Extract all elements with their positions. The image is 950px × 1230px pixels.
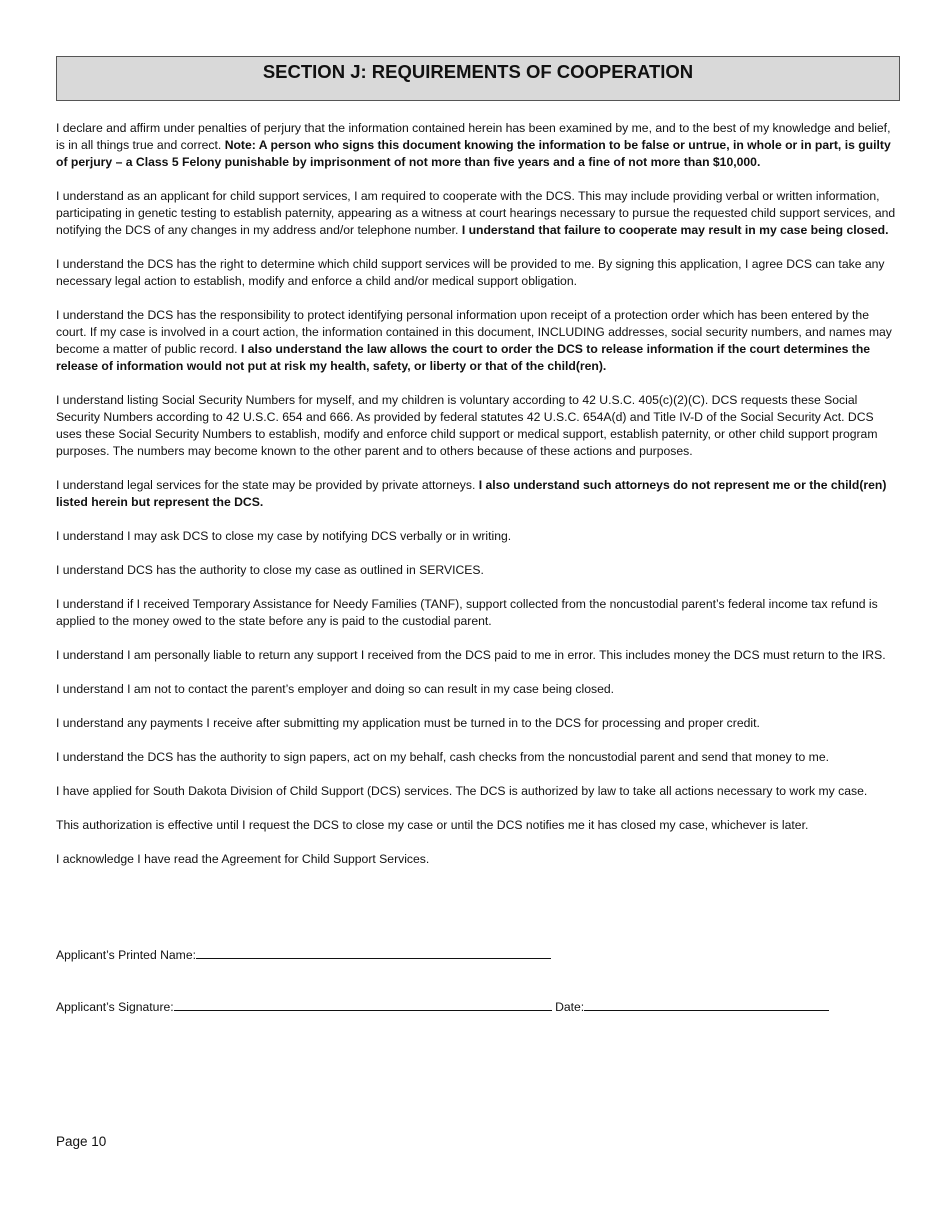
paragraph-ssn: I understand listing Social Security Numbers for myself, and my children is voluntary according to 42 U.S.C. 405(c)(2)(C). DCS requests these Social Security Numbers according to 42 U.S.C. 654 and 666. As provided by federal statutes 42 U.S.C. 654A(d) and Title IV-D of the Social Security Act. DCS uses these Social Security Numbers to establish, modify and enforce child support or medical support, establish paternity, or other child support program purposes. The numbers may become known to the other parent and to others because of these actions and purposes.	[56, 393, 878, 458]
section-title: SECTION J: REQUIREMENTS OF COOPERATION	[262, 61, 694, 82]
paragraph-cooperate: I understand as an applicant for child support services, I am required to cooperate with the DCS. This may include providing verbal or written information, participating in genetic testing to establish paternity, appearing as a witness at court hearings necessary to pursue the requested child support services, and notifying the DCS of any changes in my address and/or telephone number. I understand that failure to cooperate may result in my case being closed.	[56, 189, 896, 237]
printed-name-label: Applicant’s Printed Name:	[56, 948, 197, 962]
paragraph-close-request: I understand I may ask DCS to close my case by notifying DCS verbally or in writing.	[56, 529, 512, 543]
paragraph-protection-order: I understand the DCS has the responsibility to protect identifying personal information upon receipt of a protection order which has been entered by the court. If my case is involved in a court action, the information contained in this document, INCLUDING addresses, social security numbers, and names may become a matter of public record. I also understand the law allows the court to order the DCS to release information if the court determines the release of information would not put at risk my health, safety, or liberty or that of the child(ren).	[56, 308, 892, 373]
paragraph-close-authority: I understand DCS has the authority to close my case as outlined in SERVICES.	[56, 563, 484, 577]
paragraph-tanf: I understand if I received Temporary Assistance for Needy Families (TANF), support collected from the noncustodial parent’s federal income tax refund is applied to the money owed to the state before any is paid to the custodial parent.	[56, 597, 878, 628]
date-label: Date:	[555, 1000, 585, 1014]
paragraph-attorneys: I understand legal services for the state may be provided by private attorneys. I also understand such attorneys do not represent me or the child(ren) listed herein but represent the DCS.	[56, 478, 887, 509]
paragraph-acknowledge: I acknowledge I have read the Agreement for Child Support Services.	[56, 852, 430, 866]
paragraph-perjury: I declare and affirm under penalties of perjury that the information contained herein has been examined by me, and to the best of my knowledge and belief, is in all things true and correct. Note: A person who signs this document knowing the information to be false or untrue, in whole or in part, is guilty of perjury – a Class 5 Felony punishable by imprisonment of not more than five years and a fine of not more than $10,000.	[56, 121, 891, 169]
paragraph-employer: I understand I am not to contact the parent’s employer and doing so can result in my case being closed.	[56, 682, 615, 696]
signature-row	[56, 998, 829, 1016]
signature-field[interactable]	[174, 998, 552, 1011]
paragraph-applied: I have applied for South Dakota Division of Child Support (DCS) services. The DCS is authorized by law to take all actions necessary to work my case.	[56, 784, 868, 798]
paragraph-effective: This authorization is effective until I request the DCS to close my case or until the DCS notifies me it has closed my case, whichever is later.	[56, 818, 809, 832]
section-header	[56, 56, 900, 101]
printed-name-field[interactable]	[196, 946, 551, 959]
printed-name-row	[56, 946, 551, 964]
agreement-text	[56, 120, 900, 885]
paragraph-sign-papers: I understand the DCS has the authority to sign papers, act on my behalf, cash checks from the noncustodial parent and send that money to me.	[56, 750, 829, 764]
paragraph-liable: I understand I am personally liable to return any support I received from the DCS paid to me in error. This includes money the DCS must return to the IRS.	[56, 648, 886, 662]
paragraph-payments: I understand any payments I receive after submitting my application must be turned in to the DCS for processing and proper credit.	[56, 716, 760, 730]
page-number: Page 10	[56, 1134, 107, 1149]
signature-label: Applicant’s Signature:	[56, 1000, 174, 1014]
paragraph-services-determined: I understand the DCS has the right to determine which child support services will be provided to me. By signing this application, I agree DCS can take any necessary legal action to establish, modify and enforce a child and/or medical support obligation.	[56, 257, 885, 288]
date-field[interactable]	[584, 998, 829, 1011]
